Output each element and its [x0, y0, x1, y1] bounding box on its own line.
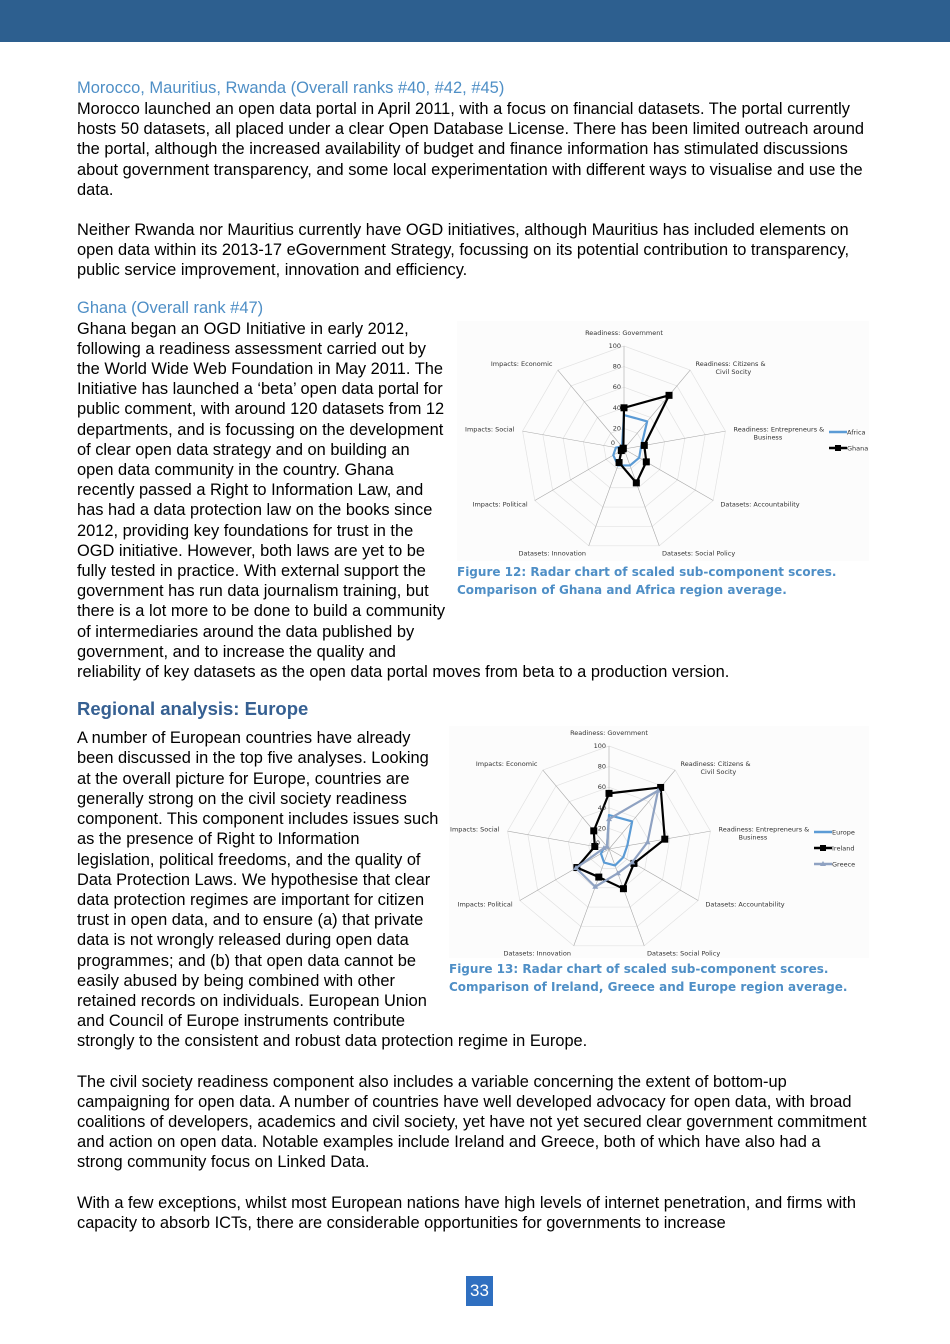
axis-label: Datasets: Innovation: [503, 949, 571, 958]
data-point: [666, 391, 673, 398]
data-point: [595, 874, 602, 881]
chart-background: [457, 321, 869, 561]
axis-label: Readiness: Government: [570, 729, 648, 738]
axis-label: Impacts: Political: [472, 500, 528, 509]
radial-tick-label: 40: [612, 403, 621, 412]
axis-label: Impacts: Political: [457, 900, 513, 909]
figure-13: [449, 726, 869, 1029]
axis-label: Impacts: Social: [465, 425, 515, 434]
data-point: [661, 836, 668, 843]
radial-tick-label: 20: [612, 424, 621, 433]
radar-chart-ghana: [457, 321, 869, 561]
axis-label: Datasets: Innovation: [518, 549, 586, 558]
legend-label: Ireland: [832, 844, 855, 853]
data-point: [643, 458, 650, 465]
radial-tick-label: 100: [608, 341, 621, 350]
paragraph: The civil society readiness component also includes a variable concerning the extent of bottom-up campaigning for open data. A number of countries have well developed advocacy for open data, with broad coalitions of developers, academics and civil society, yet have not yet secured clear government commitment and action on open data. Notable examples include Ireland and Greece, both of which have also had a strong community focus on Linked Data.: [77, 1072, 867, 1172]
paragraph: Morocco launched an open data portal in April 2011, with a focus on financial datasets. The portal currently hosts 50 datasets, all placed under a clear Open Database License. There has been limited outreach around the portal, although the increased availability of budget and finance information has stimulated discussions about government transparency, and some local experimentation with different ways to visualise and use the data.: [77, 100, 864, 199]
section-heading-morocco: Morocco, Mauritius, Rwanda (Overall ranks #40, #42, #45): [77, 79, 505, 97]
axis-label: Impacts: Economic: [490, 359, 553, 368]
axis-label: Datasets: Accountability: [705, 900, 785, 909]
data-point: [620, 885, 627, 892]
axis-label: Readiness: Entrepreneurs & Business: [733, 425, 825, 442]
axis-label: Readiness: Entrepreneurs & Business: [718, 825, 810, 842]
radial-tick-label: 0: [610, 438, 615, 447]
axis-label: Datasets: Social Policy: [647, 949, 721, 958]
header-bar: [0, 0, 950, 42]
axis-label: Readiness: Government: [585, 328, 663, 337]
radial-tick-label: 80: [612, 362, 621, 371]
axis-label: Readiness: Citizens & Civil Socity: [680, 760, 751, 777]
paragraph: A number of European countries have already been discussed in the top five analyses. Looking at the overall picture for Europe, countries are generally strong on the civil society readiness component. This component includes issues such as the presence of Right to Information legislation, political freedoms, and the quality of Data Protection Laws. We hypothesise that clear data protection regimes are important for citizen trust in open data, and to ensure (a) that private data is not wrongly released during open data programmes; and (b) that open data cannot be easily abused by being combined with other retained records on individuals. European Union and Council of Europe instruments contribute strongly to the consistent and robust data protection regime in Europe.: [77, 729, 588, 1051]
legend-label: Europe: [832, 828, 855, 837]
axis-label: Impacts: Economic: [475, 760, 538, 769]
data-point: [606, 790, 613, 797]
legend-label: Africa: [847, 428, 866, 437]
paragraph: With a few exceptions, whilst most European nations have high levels of internet penetration, and firms with capacity to absorb ICTs, there are considerable opportunities for governments to increase: [77, 1193, 856, 1232]
section-heading-europe: Regional analysis: Europe: [77, 698, 309, 720]
paragraph: Ghana began an OGD Initiative in early 2012, following a readiness assessment carried out by the World Wide Web Foundation in May 2011. The Initiative has launched a ‘beta’ open data portal for public comment, with around 120 datasets from 12 departments, and is focussing on the development of clear open data strategy and on building an open data community in the country. Ghana recently passed a Right to Information Law, and has had a data protection law on the books since 2012, providing key foundations for trust in the OGD initiative. However, both laws are yet to be fully tested in practice. With external support the government has run data journalism training, but there is a lot more to be done to build a community of intermediaries around the data published by government, and to increase the quality and reliability of key datasets as the open data portal moves from beta to a production version.: [77, 319, 730, 682]
figure-caption: Figure 12: Radar chart of scaled sub-component scores. Comparison of Ghana and Africa region average.: [457, 564, 837, 597]
axis-label: Datasets: Social Policy: [662, 549, 736, 558]
legend-label: Greece: [832, 860, 856, 869]
radial-tick-label: 60: [597, 783, 606, 792]
section-heading-ghana: Ghana (Overall rank #47): [77, 298, 264, 317]
axis-label: Readiness: Citizens & Civil Socity: [695, 359, 766, 376]
legend-label: Ghana: [847, 444, 869, 453]
radial-tick-label: 0: [595, 839, 600, 848]
radial-tick-label: 40: [597, 804, 606, 813]
legend-marker: [835, 445, 841, 451]
data-point: [616, 459, 623, 466]
page-number: 33: [466, 1276, 493, 1306]
paragraph: Neither Rwanda nor Mauritius currently have OGD initiatives, although Mauritius has included elements on open data within its 2013-17 eGovernment Strategy, focussing on its potential contribution to transparency, public service improvement, innovation and efficiency.: [77, 221, 850, 280]
figure-12: [457, 321, 869, 643]
page-content: [77, 77, 869, 1253]
axis-label: Datasets: Accountability: [720, 500, 800, 509]
figure-caption: Figure 13: Radar chart of scaled sub-component scores. Comparison of Ireland, Greece and Europe region average.: [449, 962, 848, 995]
radial-tick-label: 100: [593, 742, 606, 751]
data-point: [620, 444, 627, 451]
radial-tick-label: 60: [612, 382, 621, 391]
data-point: [641, 442, 648, 449]
data-point: [590, 828, 597, 835]
radial-tick-label: 20: [597, 824, 606, 833]
radial-tick-label: 80: [597, 762, 606, 771]
axis-label: Impacts: Social: [450, 825, 500, 834]
radar-chart-europe: [449, 726, 869, 958]
data-point: [633, 479, 640, 486]
legend-marker: [820, 845, 826, 851]
data-point: [621, 404, 628, 411]
